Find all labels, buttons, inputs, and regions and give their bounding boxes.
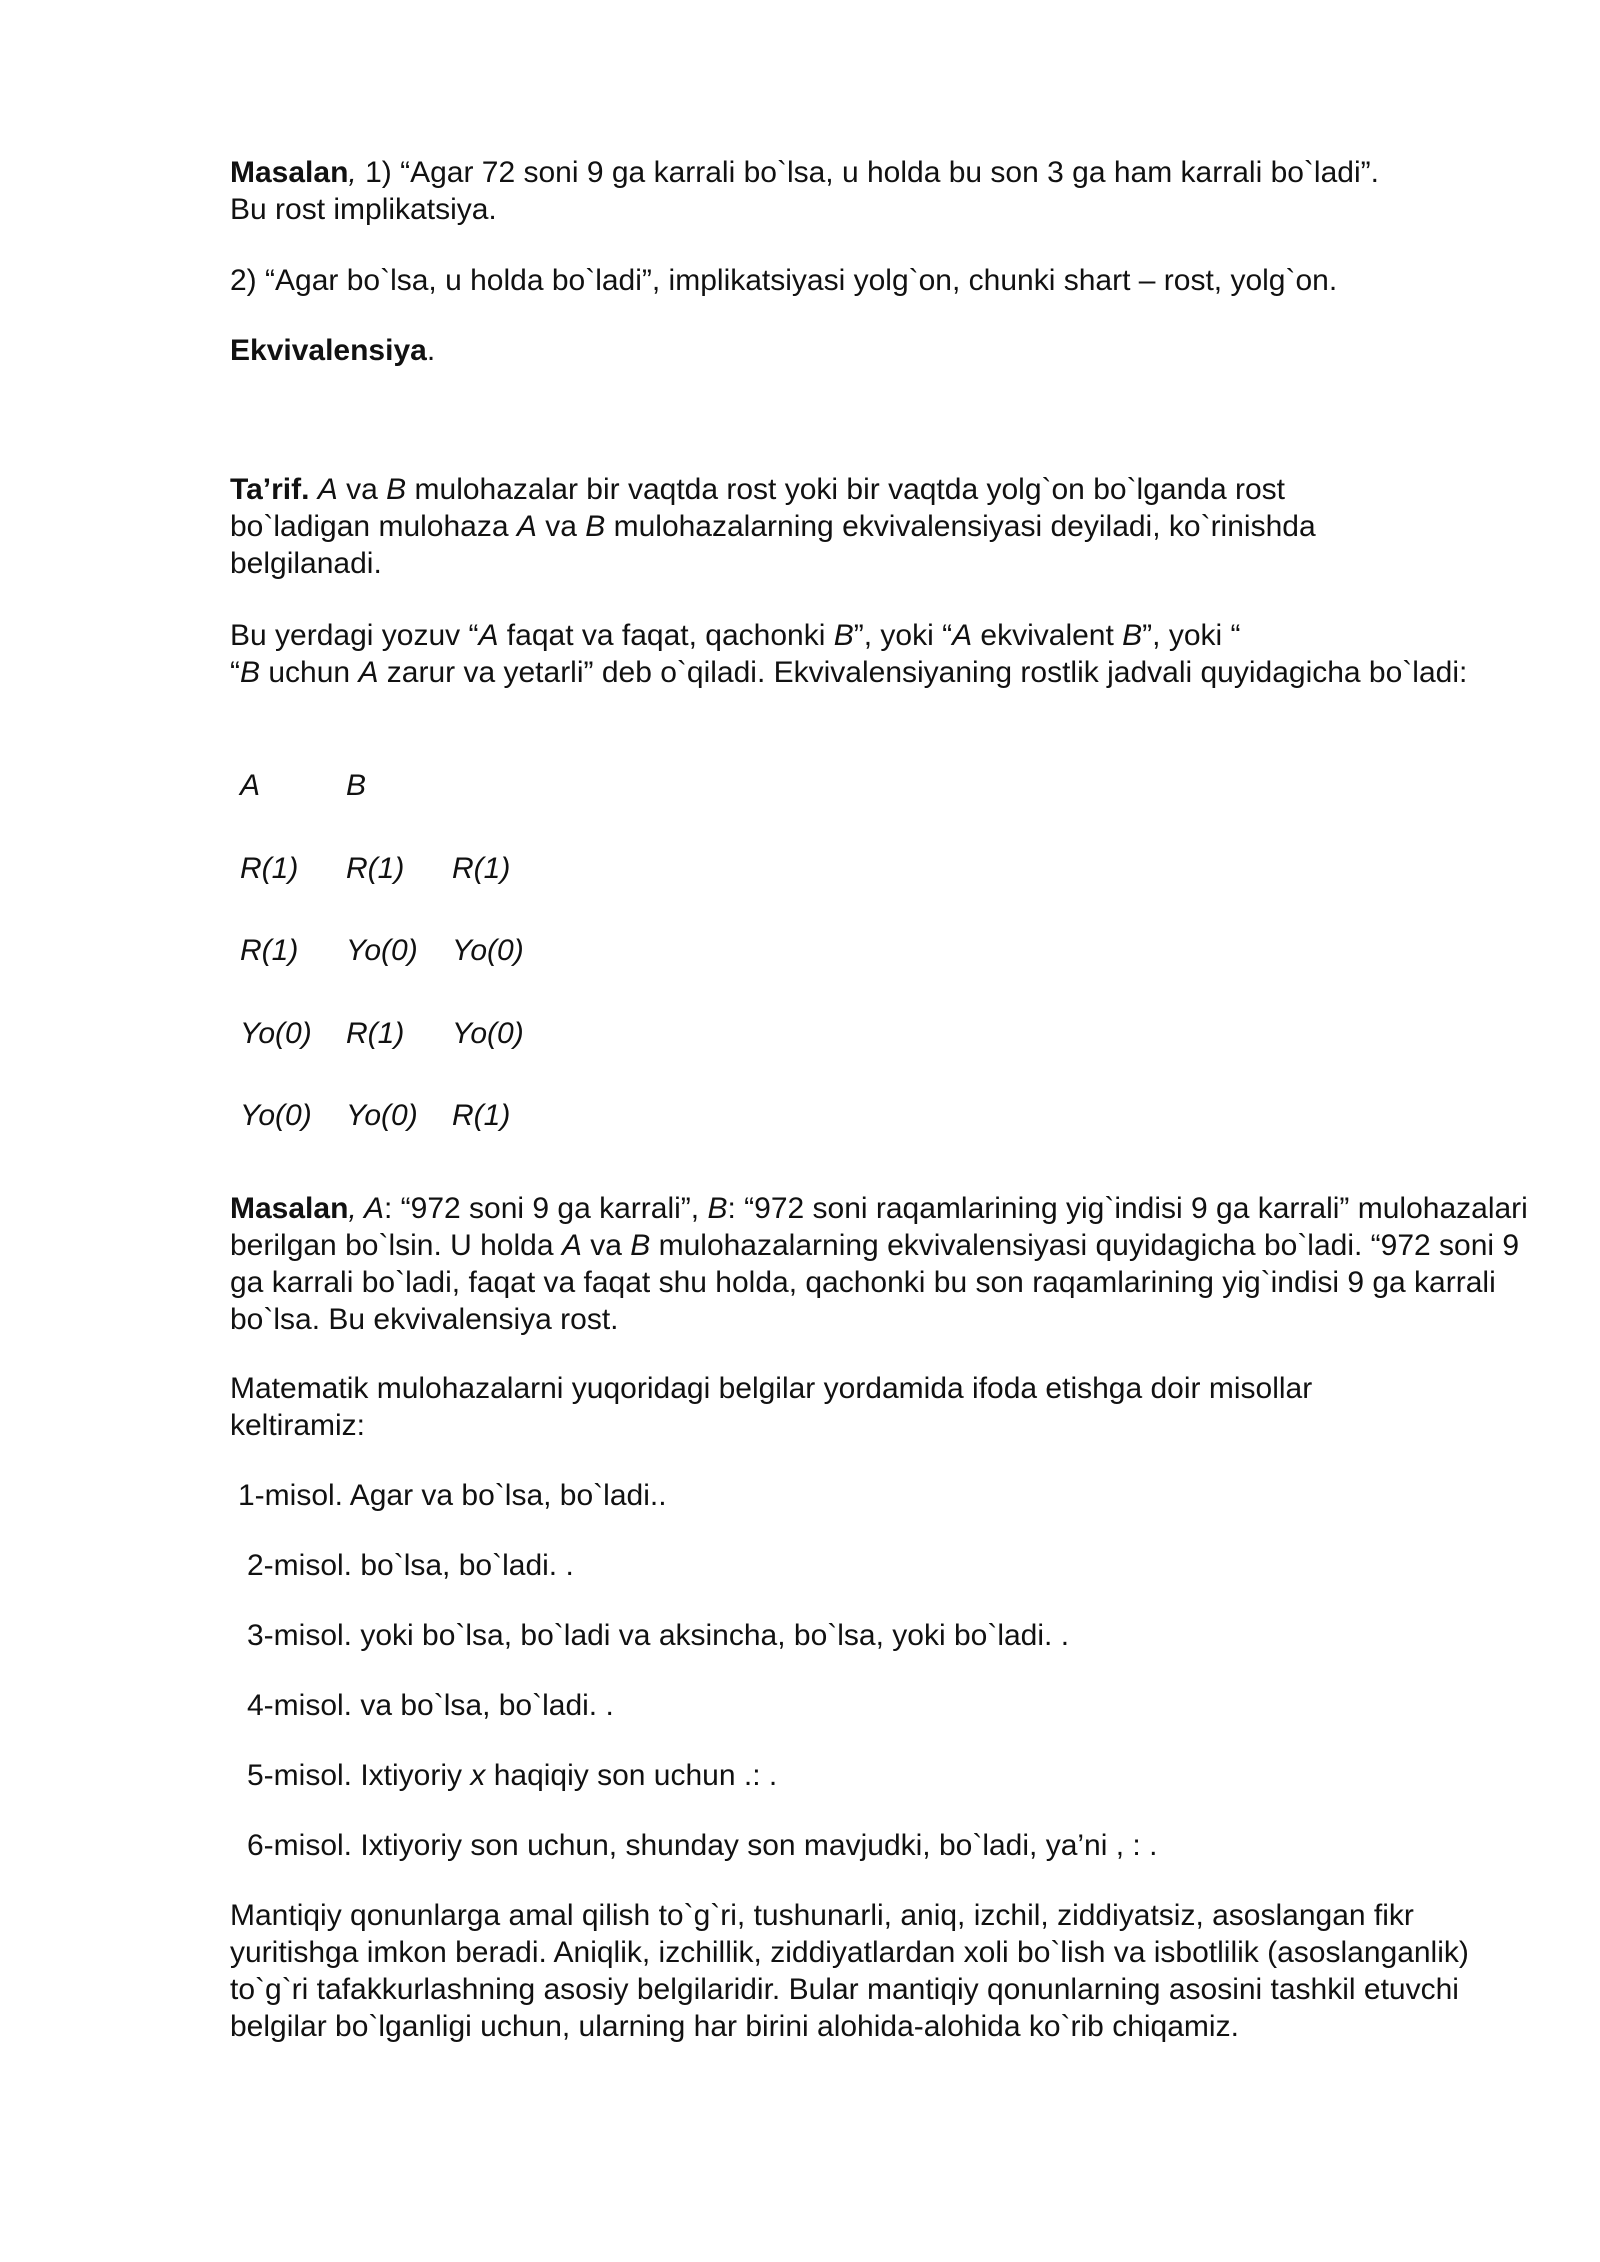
table-cell: Yo(0) xyxy=(346,934,418,967)
table-cell: Yo(0) xyxy=(240,1017,312,1050)
table-cell: Yo(0) xyxy=(452,934,524,967)
table-cell: Yo(0) xyxy=(452,1017,524,1050)
table-cell: R(1) xyxy=(240,934,299,967)
table-header-b: B xyxy=(346,769,367,802)
intro-examples-paragraph: Matematik mulohazalarni yuqoridagi belgilar yordamida ifoda etishga doir misollar keltiramiz: xyxy=(230,1372,1313,1442)
example-item-2: 2-misol. bo`lsa, bo`ladi. . xyxy=(247,1549,574,1582)
example-item-1: 1-misol. Agar va bo`lsa, bo`ladi.. xyxy=(238,1479,667,1512)
example-item-4: 4-misol. va bo`lsa, bo`ladi. . xyxy=(247,1689,614,1722)
table-cell: R(1) xyxy=(240,852,299,885)
table-cell: R(1) xyxy=(346,852,405,885)
example-label: Masalan xyxy=(230,156,349,189)
definition-paragraph: Ta’rif. A va B mulohazalar bir vaqtda rost yoki bir vaqtda yolg`on bo`lganda rost bo`ladigan mulohaza A va B mulohazalarning ekvivalensiyasi deyiladi, ko`rinishda belgilanadi. xyxy=(230,473,1316,580)
closing-paragraph: Mantiqiy qonunlarga amal qilish to`g`ri, tushunarli, aniq, izchil, ziddiyatsiz, asoslangan fikr yuritishga imkon beradi. Aniqlik, izchillik, ziddiyatlardan xoli bo`lish va isbotlilik (asoslanganlik) to`g`ri tafakkurlashning asosiy belgilaridir. Bular mantiqiy qonunlarning asosini tashkil etuvchi belgilar bo`lganligi uchun, ularning har birini alohida-alohida ko`rib chiqamiz. xyxy=(230,1899,1469,2043)
definition-label: Ta’rif. xyxy=(230,473,310,506)
reading-paragraph: Bu yerdagi yozuv “A faqat va faqat, qachonki B”, yoki “A ekvivalent B”, yoki “ “B uchun A zarur va yetarli” deb o`qiladi. Ekvivalensiyaning rostlik jadvali quyidagicha bo`ladi: xyxy=(230,619,1468,689)
section-heading: Ekvivalensiya. xyxy=(230,334,436,367)
example-item-5: 5-misol. Ixtiyoriy x haqiqiy son uchun .: . xyxy=(247,1759,778,1792)
equivalence-example-paragraph: Masalan, A: “972 soni 9 ga karrali”, B: “972 soni raqamlarining yig`indisi 9 ga karrali” mulohazalari berilgan bo`lsin. U holda A va B mulohazalarning ekvivalensiyasi quyidagicha bo`ladi. “972 soni 9 ga karrali bo`ladi, faqat va faqat shu holda, qachonki bu son raqamlarining yig`indisi 9 ga karrali bo`lsa. Bu ekvivalensiya rost. xyxy=(230,1192,1528,1336)
table-cell: R(1) xyxy=(452,1099,511,1132)
example-implication-true: Masalan, 1) “Agar 72 soni 9 ga karrali bo`lsa, u holda bu son 3 ga ham karrali bo`ladi”. Bu rost implikatsiya. xyxy=(230,156,1379,226)
example-item-6: 6-misol. Ixtiyoriy son uchun, shunday son mavjudki, bo`ladi, ya’ni , : . xyxy=(247,1829,1158,1862)
table-cell: R(1) xyxy=(346,1017,405,1050)
table-cell: R(1) xyxy=(452,852,511,885)
table-cell: Yo(0) xyxy=(240,1099,312,1132)
example-item-3: 3-misol. yoki bo`lsa, bo`ladi va aksincha, bo`lsa, yoki bo`ladi. . xyxy=(247,1619,1070,1652)
table-cell: Yo(0) xyxy=(346,1099,418,1132)
example-implication-false: 2) “Agar bo`lsa, u holda bo`ladi”, implikatsiyasi yolg`on, chunki shart – rost, yolg`on. xyxy=(230,264,1338,297)
table-header-a: A xyxy=(240,769,261,802)
